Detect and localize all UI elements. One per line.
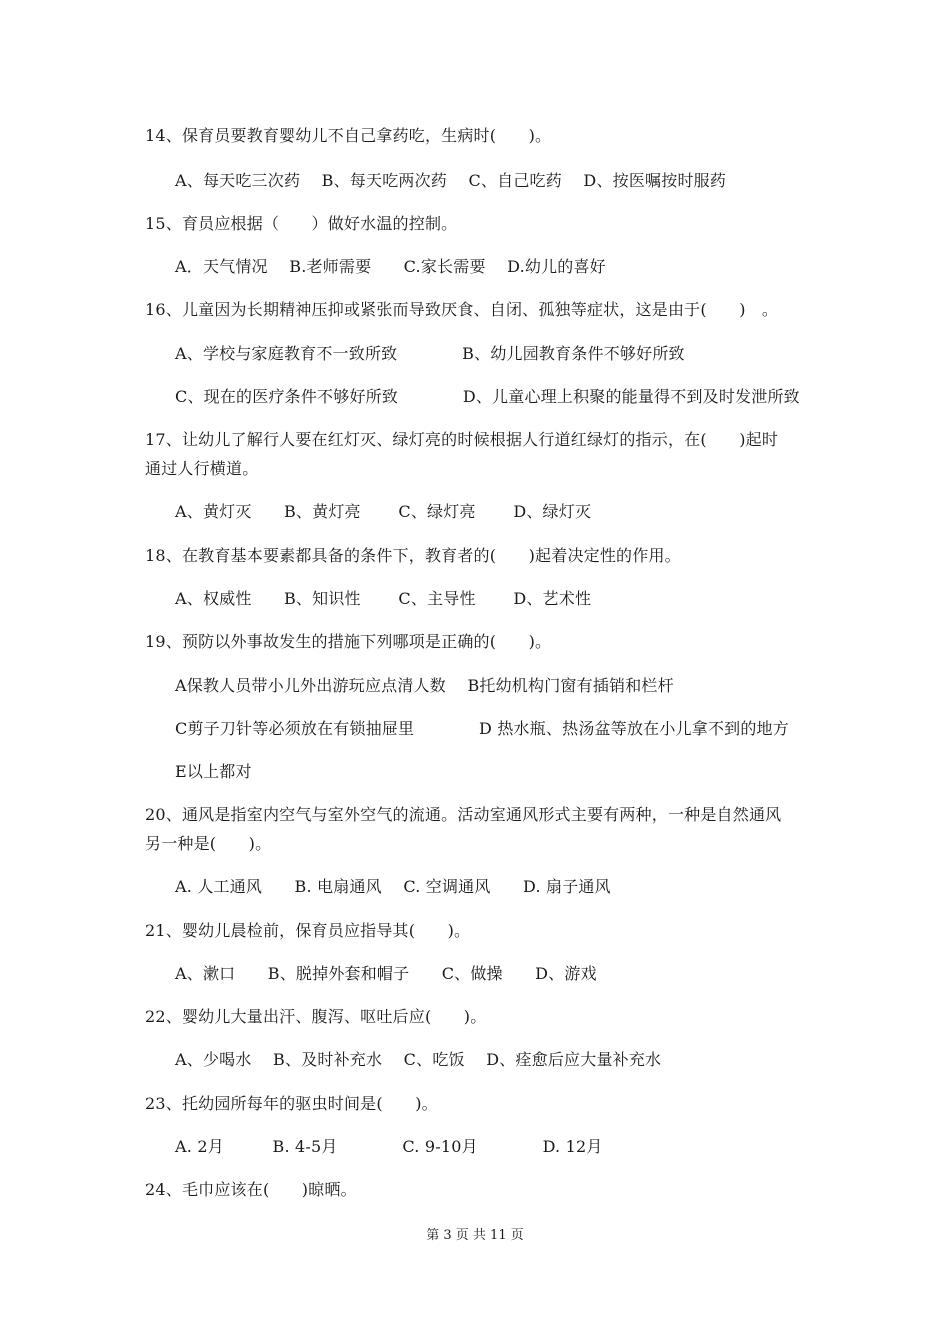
options-23: A. 2月 B. 4-5月 C. 9-10月 D. 12月 [175,1137,603,1156]
question-21: 21、婴幼儿晨检前，保育员应指导其( )。 [145,921,471,940]
options-21: A、漱口 B、脱掉外套和帽子 C、做操 D、游戏 [175,964,597,983]
question-24: 24、毛巾应该在( )晾晒。 [145,1180,357,1199]
question-16: 16、儿童因为长期精神压抑或紧张而导致厌食、自闭、孤独等症状，这是由于( ) 。 [145,300,779,319]
question-22: 22、婴幼儿大量出汗、腹泻、呕吐后应( )。 [145,1007,487,1026]
question-14: 14、保育员要教育婴幼儿不自己拿药吃，生病时( )。 [145,126,552,145]
page-footer: 第 3 页 共 11 页 [426,1228,524,1243]
question-18: 18、在教育基本要素都具备的条件下，教育者的( )起着决定性的作用。 [145,546,681,565]
options-16-row2: C、现在的医疗条件不够好所致 D、儿童心理上积聚的能量得不到及时发泄所致 [175,387,800,406]
question-17-line1: 17、让幼儿了解行人要在红灯灭、绿灯亮的时候根据人行道红绿灯的指示，在( )起时 [145,430,779,449]
options-15: A．天气情况 B.老师需要 C.家长需要 D.幼儿的喜好 [175,257,606,276]
question-17-line2: 通过人行横道。 [145,459,259,478]
question-23: 23、托幼园所每年的驱虫时间是( )。 [145,1094,438,1113]
options-17: A、黄灯灭 B、黄灯亮 C、绿灯亮 D、绿灯灭 [175,502,592,521]
question-20-line2: 另一种是( )。 [145,834,272,853]
question-19: 19、预防以外事故发生的措施下列哪项是正确的( )。 [145,632,552,651]
options-14: A、每天吃三次药 B、每天吃两次药 C、自己吃药 D、按医嘱按时服药 [175,171,727,190]
question-20-line1: 20、通风是指室内空气与室外空气的流通。活动室通风形式主要有两种，一种是自然通风 [145,805,782,824]
options-22: A、少喝水 B、及时补充水 C、吃饭 D、痊愈后应大量补充水 [175,1050,662,1069]
options-19-row1: A保教人员带小儿外出游玩应点清人数 B托幼机构门窗有插销和栏杆 [175,676,674,695]
options-19-row3: E以上都对 [175,762,252,781]
question-15: 15、育员应根据（ ）做好水温的控制。 [145,214,458,233]
options-19-row2: C剪子刀针等必须放在有锁抽屉里 D 热水瓶、热汤盆等放在小儿拿不到的地方 [175,719,789,738]
options-18: A、权威性 B、知识性 C、主导性 D、艺术性 [175,589,592,608]
options-20: A. 人工通风 B. 电扇通风 C. 空调通风 D. 扇子通风 [175,877,611,896]
options-16-row1: A、学校与家庭教育不一致所致 B、幼儿园教育条件不够好所致 [175,344,685,363]
